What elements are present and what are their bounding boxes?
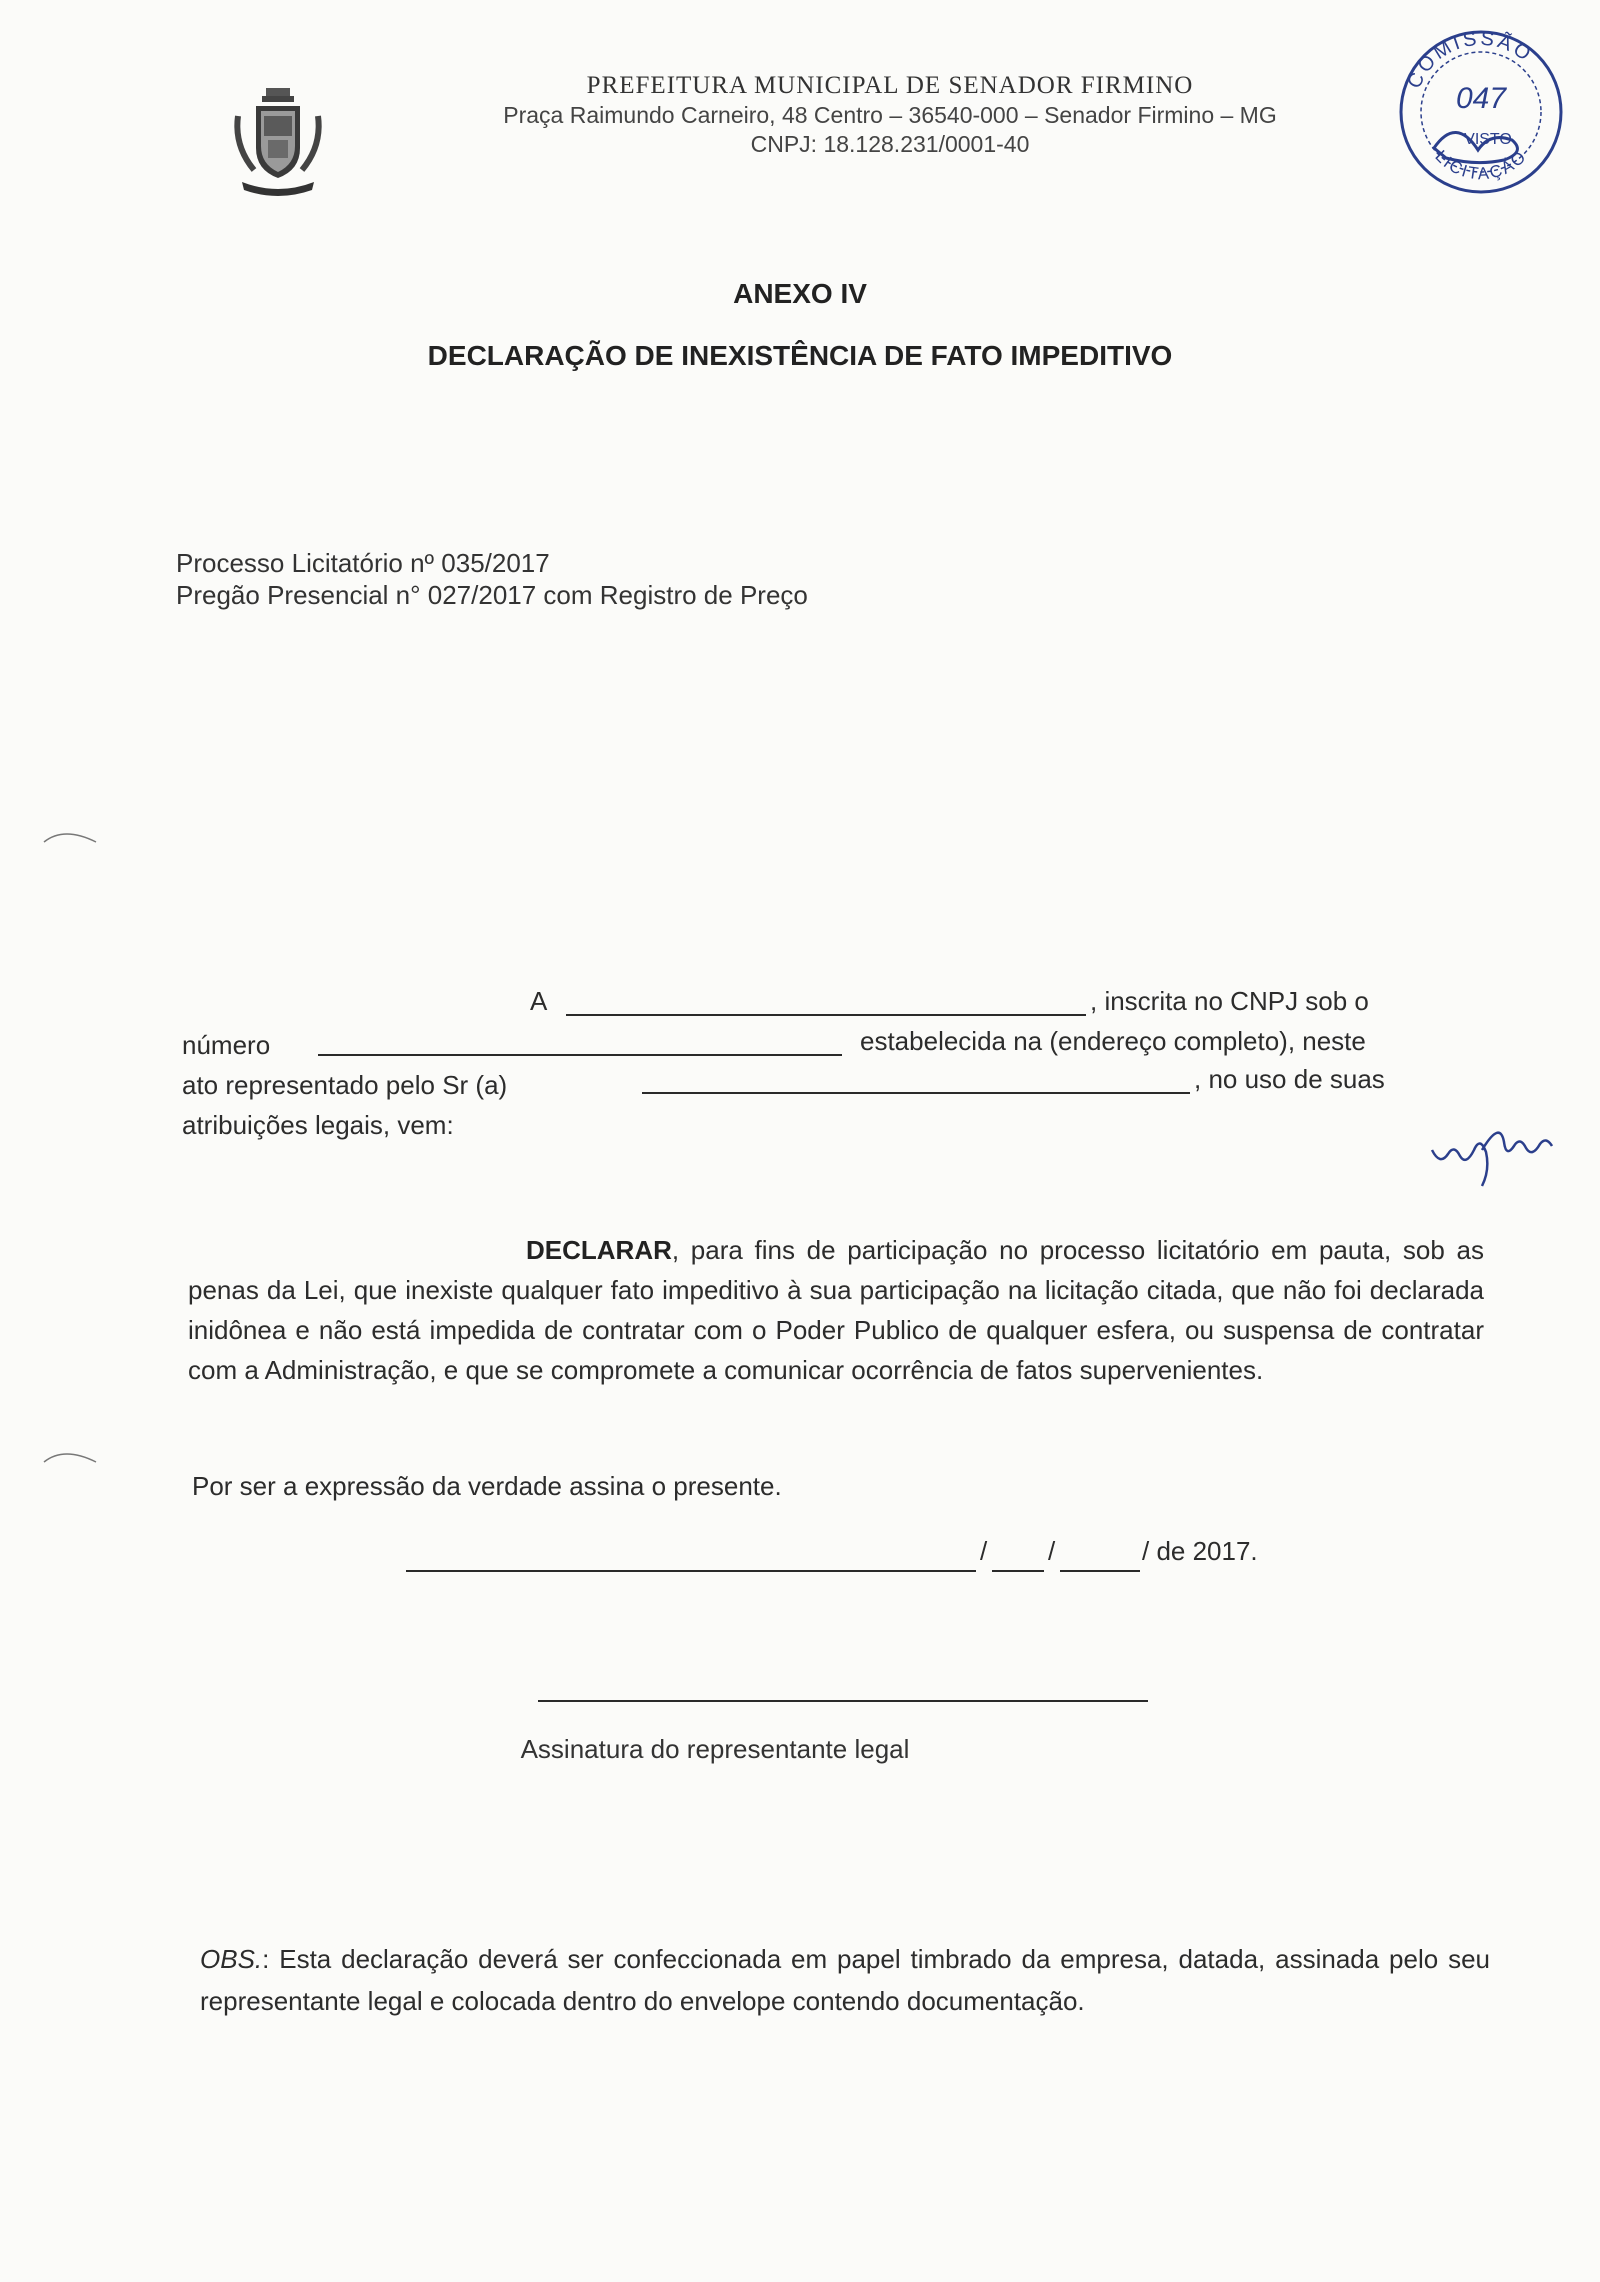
company-name-blank[interactable] — [566, 1014, 1086, 1016]
declaration-paragraph — [188, 1230, 1484, 1390]
process-number: Processo Licitatório nº 035/2017 — [176, 548, 550, 578]
date-sep-1: / — [980, 1536, 988, 1566]
representative-name-blank[interactable] — [642, 1092, 1190, 1094]
form-atribuicoes-text: atribuições legais, vem: — [182, 1110, 454, 1140]
stamp-bottom-text: LICITAÇÃO — [1431, 146, 1531, 184]
form-estabelecida-text: estabelecida na (endereço completo), neste — [860, 1026, 1366, 1056]
date-sep-2: / — [1048, 1536, 1056, 1566]
closing-text: Por ser a expressão da verdade assina o presente. — [192, 1471, 782, 1501]
form-inscrita-text: , inscrita no CNPJ sob o — [1090, 986, 1369, 1016]
declaration-title: DECLARAÇÃO DE INEXISTÊNCIA DE FATO IMPEDITIVO — [427, 340, 1173, 371]
obs-text: : Esta declaração deverá ser confeccionada em papel timbrado da empresa, datada, assinada pelo seu representante legal e colocada dentro do envelope contendo documentação. — [200, 1944, 1490, 2016]
handwritten-initials-icon — [1430, 1110, 1560, 1190]
stamp-middle-text: VISTO — [1464, 131, 1512, 148]
coat-of-arms-icon — [228, 86, 328, 198]
place-blank[interactable] — [406, 1570, 976, 1572]
month-blank[interactable] — [1060, 1570, 1140, 1572]
stamp-top-text: COMISSÃO — [1403, 27, 1537, 92]
commission-stamp-icon — [1386, 20, 1576, 200]
form-ato-text: ato representado pelo Sr (a) — [182, 1070, 508, 1100]
obs-label: OBS. — [200, 1944, 263, 1974]
scan-mark-icon — [40, 820, 100, 850]
form-no-uso-text: , no uso de suas — [1194, 1064, 1385, 1094]
stamp-number: 047 — [1455, 82, 1507, 115]
form-a-label: A — [530, 986, 548, 1016]
annex-title: ANEXO IV — [733, 278, 867, 309]
declaration-text: , para fins de participação no processo licitatório em pauta, sob as penas da Lei, que inexiste qualquer fato impeditivo à sua participação na licitação citada, que não foi declarada inidônea e não está impedida de contratar com o Poder Publico de qualquer esfera, ou suspensa de contratar com a Administração, e que se compromete a comunicar ocorrência de fatos supervenientes. — [188, 1235, 1484, 1385]
declaration-lead: DECLARAR — [526, 1235, 672, 1265]
auction-number: Pregão Presencial n° 027/2017 com Registro de Preço — [176, 580, 808, 610]
form-numero-label: número — [182, 1030, 271, 1060]
institution-cnpj: CNPJ: 18.128.231/0001-40 — [750, 131, 1030, 157]
letterhead — [420, 72, 1360, 158]
institution-address: Praça Raimundo Carneiro, 48 Centro – 36540-000 – Senador Firmino – MG — [503, 102, 1277, 128]
institution-name: PREFEITURA MUNICIPAL DE SENADOR FIRMINO — [586, 72, 1194, 99]
scan-mark-icon — [40, 1440, 100, 1470]
signature-blank[interactable] — [538, 1700, 1148, 1702]
observation-paragraph — [200, 1938, 1490, 2022]
signature-label: Assinatura do representante legal — [520, 1734, 910, 1764]
cnpj-number-blank[interactable] — [318, 1054, 842, 1056]
date-year: / de 2017. — [1142, 1536, 1258, 1566]
day-blank[interactable] — [992, 1570, 1044, 1572]
